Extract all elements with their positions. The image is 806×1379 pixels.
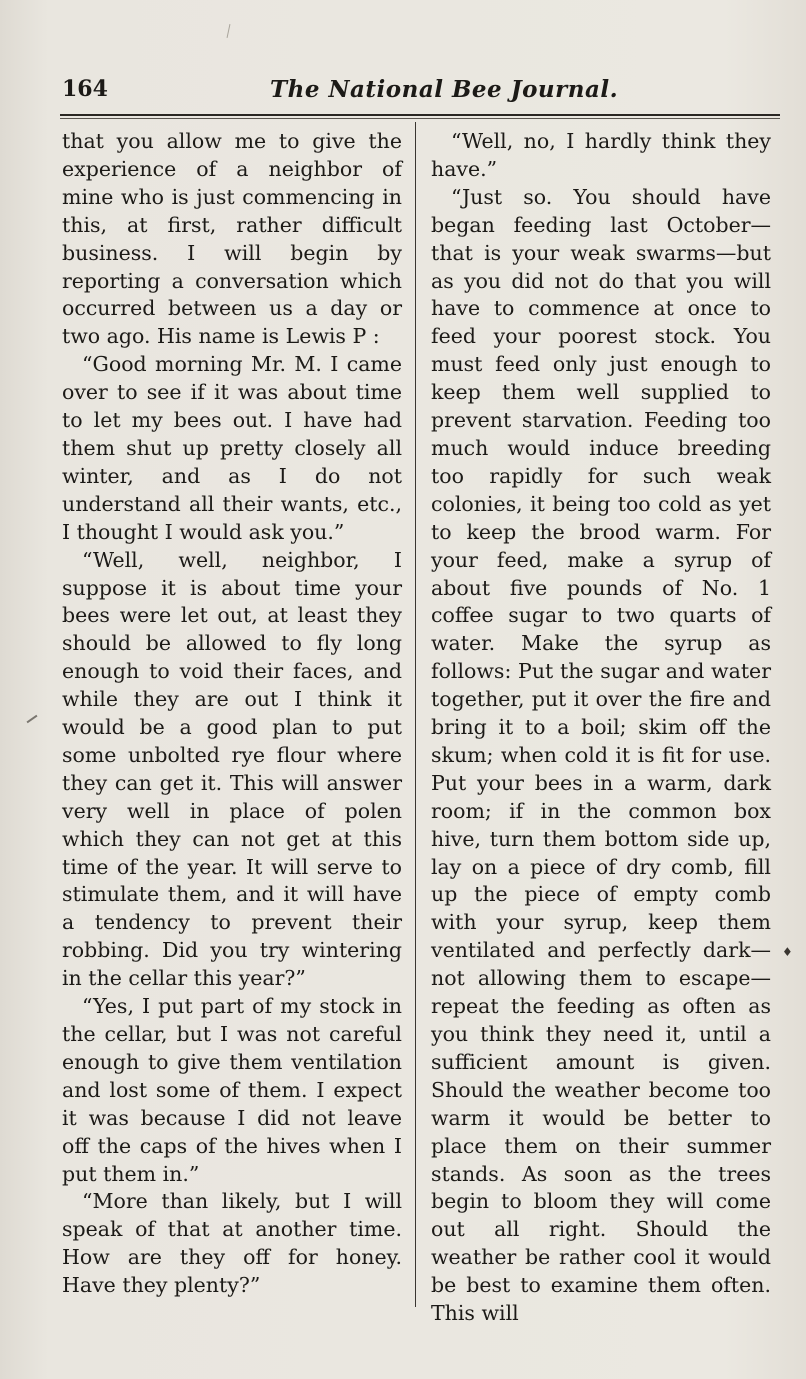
margin-bullet: ♦ [782, 945, 793, 959]
header-rule [60, 114, 780, 119]
left-column [62, 128, 402, 1300]
paragraph: “Good morning Mr. M. I came over to see if it was about time to let my bees out. I have had them shut up pretty closely all winter, and as I do not understand all their wants, etc., I thought I would ask you.” [62, 352, 402, 544]
paragraph: “Yes, I put part of my stock in the cellar, but I was not careful enough to give them ventilation and lost some of them. I expect it was because I did not leave off the caps of the hives when I put them in.” [62, 994, 402, 1186]
paragraph: “More than likely, but I will speak of that at another time. How are they off for honey. Have they plenty?” [62, 1189, 402, 1298]
right-column [431, 128, 771, 1328]
page-number: 164 [62, 76, 108, 102]
running-header [60, 76, 780, 108]
column-divider [415, 122, 416, 1307]
paragraph: that you allow me to give the experience of a neighbor of mine who is just commencing in this, at first, rather difficult business. I will begin by reporting a conversation which occurred between us a day or two ago. His name is Lewis P : [62, 129, 402, 349]
margin-mark [27, 715, 38, 724]
paragraph: “Well, no, I hardly think they have.” [431, 129, 771, 181]
paragraph: “Just so. You should have began feeding last October—that is your weak swarms—but as you did not do that you will have to commence at once to feed your poorest stock. You must feed only just enough to keep them well supplied to prevent starvation. Feeding too much would induce breeding too rapidly for such weak colonies, it being too cold as yet to keep the brood warm. For your feed, make a syrup of about five pounds of No. 1 coffee sugar to two quarts of water. Make the syrup as follows: Put the sugar and water together, put it over the fire and bring it to a boil; skim off the skum; when cold it is fit for use. Put your bees in a warm, dark room; if in the common box hive, turn them bottom side up, lay on a piece of dry comb, fill up the piece of empty comb with your syrup, keep them ventilated and perfectly dark—not allowing them to escape—repeat the feeding as often as you think they need it, until a sufficient amount is given. Should the weather become too warm it would be better to place them on their summer stands. As soon as the trees begin to bloom they will come out all right. Should the weather be rather cool it would be best to examine them often. This will [431, 184, 771, 1326]
stray-mark [227, 24, 231, 38]
paragraph: “Well, well, neighbor, I suppose it is about time your bees were let out, at least they should be allowed to fly long enough to void their faces, and while they are out I think it would be a good plan to put some unbolted rye flour where they can get it. This will answer very well in place of polen which they can not get at this time of the year. It will serve to stimulate them, and it will have a tendency to prevent their robbing. Did you try wintering in the cellar this year?” [62, 547, 402, 991]
journal-title: The National Bee Journal. [270, 76, 619, 103]
